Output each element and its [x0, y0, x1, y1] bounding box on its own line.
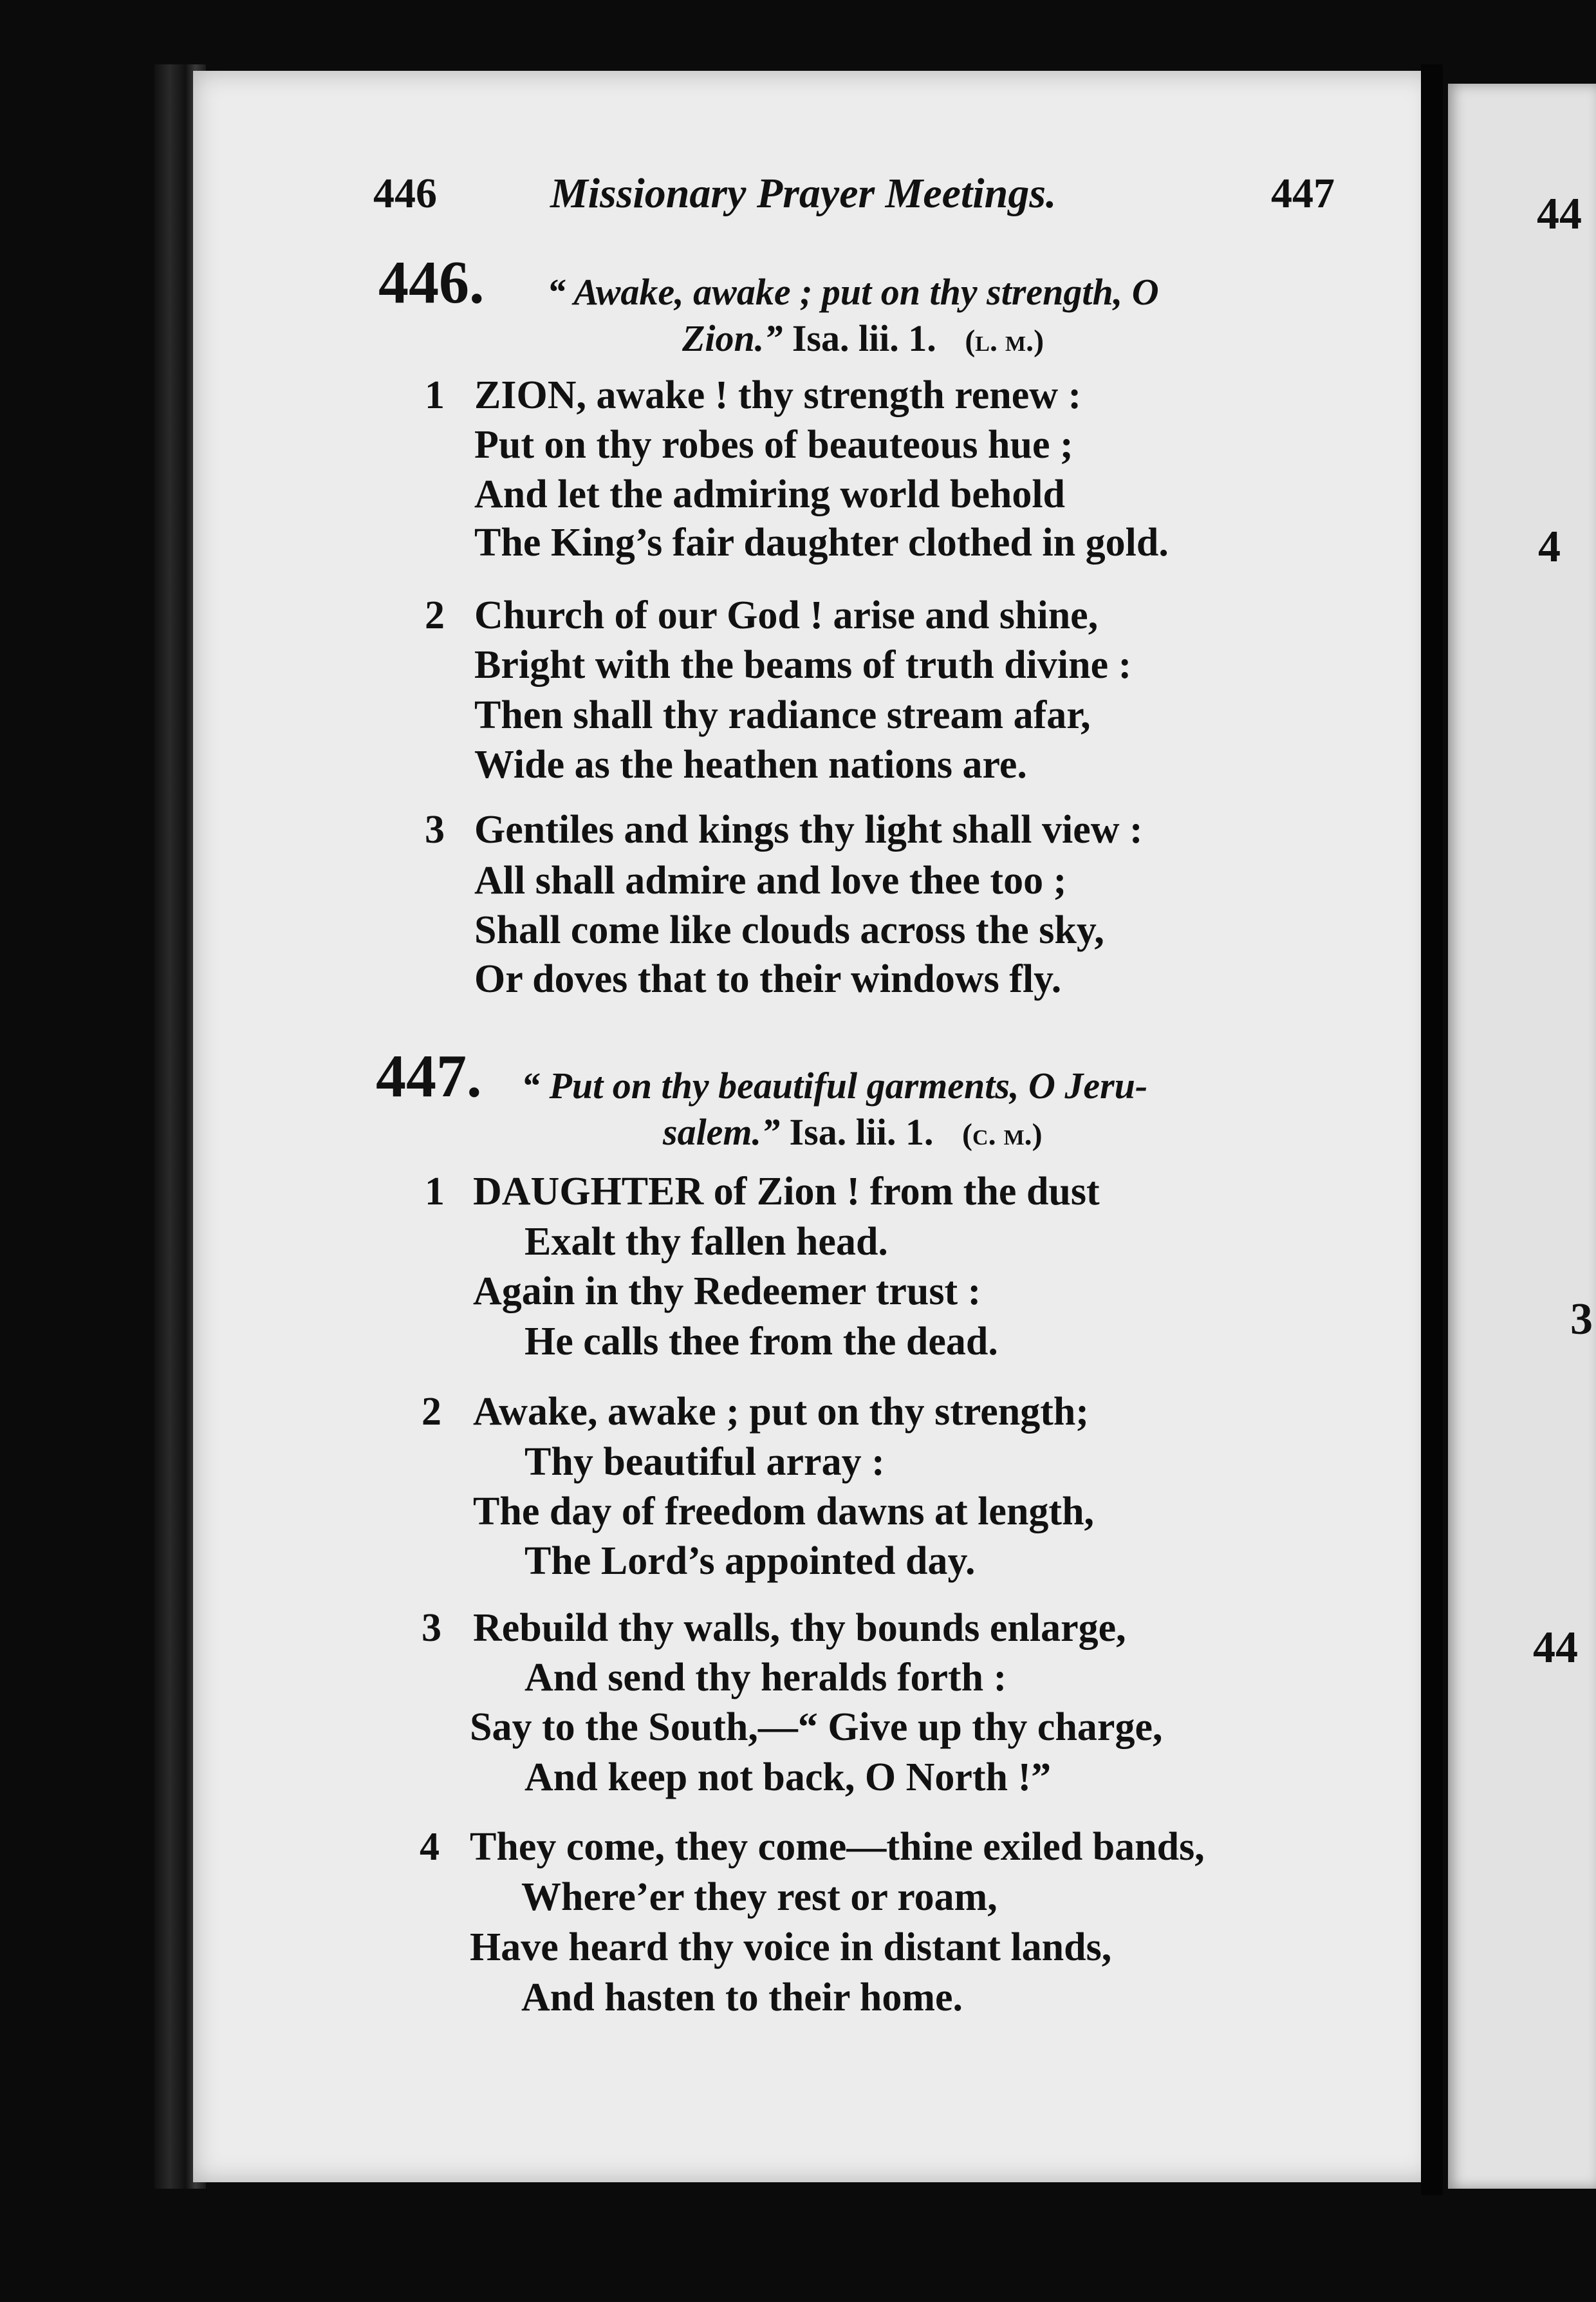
verse-line: Say to the South,—“ Give up thy charge,	[470, 1705, 1163, 1749]
verse-number: 3	[425, 808, 445, 852]
verse-number: 4	[420, 1825, 440, 1869]
adjacent-page-fragment: 4	[1538, 522, 1561, 572]
verse-line: Church of our God ! arise and shine,	[474, 594, 1099, 637]
hymn-number: 446.	[378, 249, 485, 316]
verse-number: 3	[422, 1606, 441, 1650]
running-title: Missionary Prayer Meetings.	[550, 170, 1057, 217]
scripture-reference: Isa. lii. 1.	[783, 317, 936, 359]
verse-line: Awake, awake ; put on thy strength;	[473, 1390, 1090, 1434]
verse-line: DAUGHTER of Zion ! from the dust	[473, 1170, 1100, 1213]
hymn-title-line: “ Put on thy beautiful garments, O Jeru-	[521, 1065, 1148, 1107]
verse-line: And keep not back, O North !”	[524, 1755, 1052, 1799]
verse-line: And send thy heralds forth :	[524, 1656, 1007, 1699]
verse-line: All shall admire and love thee too ;	[474, 859, 1067, 903]
scripture-reference: Isa. lii. 1.	[780, 1111, 934, 1153]
verse-number: 2	[422, 1390, 441, 1434]
hymn-title-end: Zion.”	[682, 317, 783, 359]
meter: (l. m.)	[965, 324, 1044, 358]
verse-line: And hasten to their home.	[521, 1976, 963, 2019]
hymn-title-line-2	[682, 317, 1044, 359]
verse-line: Put on thy robes of beauteous hue ;	[474, 423, 1073, 467]
adjacent-page-fragment: 44	[1537, 189, 1582, 239]
hymn-title-end: salem.”	[663, 1111, 781, 1153]
verse-line: And let the admiring world behold	[474, 473, 1066, 516]
right-page-number: 447	[1271, 170, 1335, 217]
adjacent-page	[1448, 84, 1596, 2189]
hymn-number: 447.	[376, 1043, 482, 1110]
verse-line: Exalt thy fallen head.	[524, 1220, 888, 1264]
verse-line: The King’s fair daughter clothed in gold.	[474, 521, 1169, 565]
verse-line: The Lord’s appointed day.	[524, 1539, 976, 1583]
hymn-title-line-2	[663, 1111, 1043, 1153]
verse-line: Gentiles and kings thy light shall view :	[474, 808, 1143, 852]
left-page-number: 446	[373, 170, 437, 217]
verse-line: Rebuild thy walls, thy bounds enlarge,	[473, 1606, 1126, 1650]
adjacent-page-fragment: 3	[1570, 1295, 1593, 1344]
verse-line: Wide as the heathen nations are.	[474, 743, 1027, 787]
verse-line: Bright with the beams of truth divine :	[474, 643, 1132, 687]
meter: (c. m.)	[962, 1118, 1043, 1152]
verse-line: Have heard thy voice in distant lands,	[470, 1925, 1112, 1969]
verse-line: The day of freedom dawns at length,	[473, 1490, 1095, 1533]
book-spine	[1421, 64, 1443, 2195]
verse-line: Shall come like clouds across the sky,	[474, 908, 1104, 952]
verse-line: They come, they come—thine exiled bands,	[470, 1825, 1205, 1869]
verse-line: Then shall thy radiance stream afar,	[474, 693, 1091, 737]
verse-number: 2	[425, 594, 445, 637]
verse-line: Thy beautiful array :	[524, 1440, 885, 1484]
verse-line: Where’er they rest or roam,	[521, 1875, 998, 1919]
verse-line: He calls thee from the dead.	[524, 1320, 998, 1363]
verse-line: Again in thy Redeemer trust :	[473, 1269, 981, 1313]
verse-number: 1	[425, 1170, 445, 1213]
verse-line: ZION, awake ! thy strength renew :	[474, 373, 1082, 417]
adjacent-page-fragment: 44	[1533, 1623, 1578, 1672]
hymn-title-line: “ Awake, awake ; put on thy strength, O	[547, 271, 1159, 313]
verse-line: Or doves that to their windows fly.	[474, 957, 1062, 1001]
verse-number: 1	[425, 373, 445, 417]
